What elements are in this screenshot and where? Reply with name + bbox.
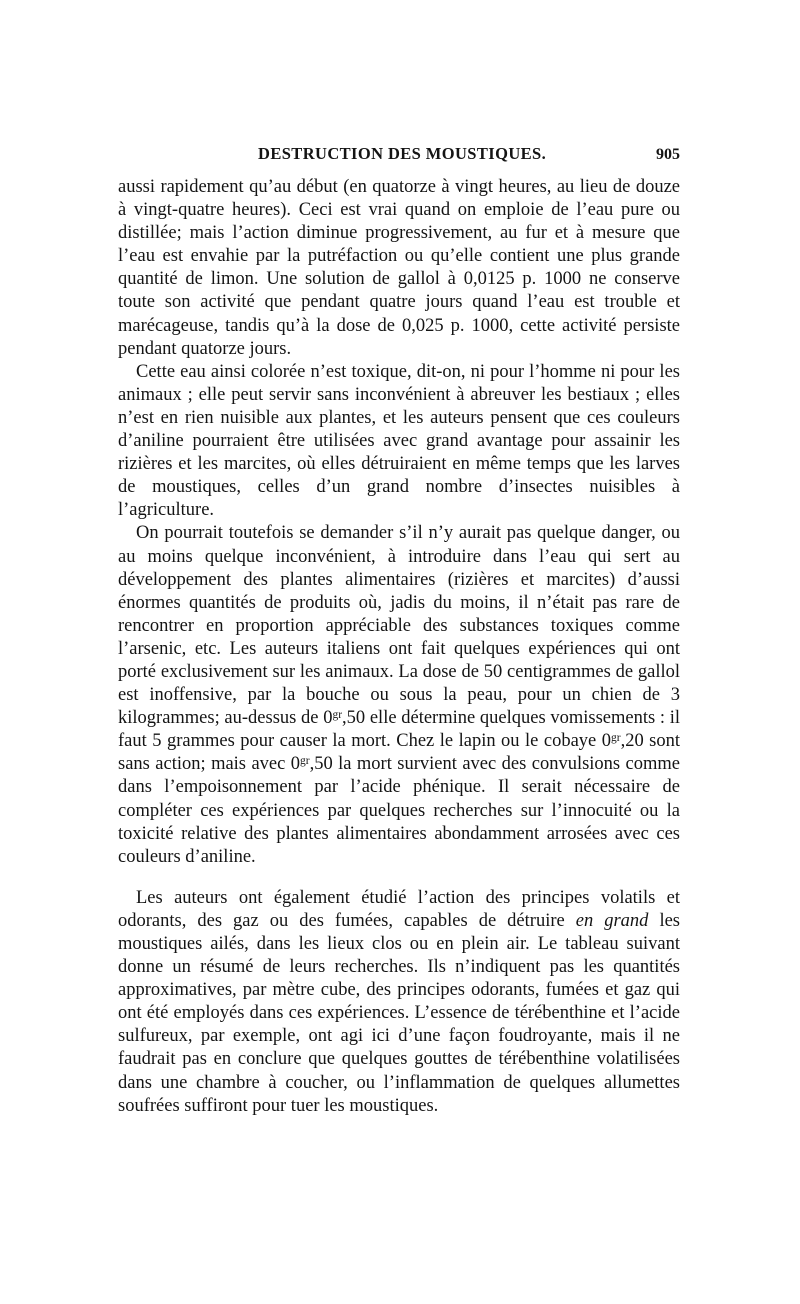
paragraph-3-text-b: ,50 elle détermine quelques vomissements : il faut 5 grammes pour causer la mort. Chez le lapin ou le cobaye 0 [118,708,681,752]
paragraph-2: Cette eau ainsi colorée n’est toxique, dit-on, ni pour l’homme ni pour les animaux ; elle peut servir sans inconvénient à abreuver les bestiaux ; elles n’est en rien nuisible aux plantes, et les auteurs pensent que ces couleurs d’aniline pourraient être utilisées avec grand avantage pour assainir les rizières et les marcites, où elles détruiraient en même temps que les larves de moustiques, celles d’un grand nombre d’insectes nuisibles à l’agriculture. [118,361,680,521]
page-number: 905 [656,146,680,163]
unit-gram-superscript: gr [332,709,343,721]
emphasis-en-grand: en grand [575,910,649,931]
paragraph-3-text-d: ,50 la mort survient avec des convulsions comme dans l’empoisonnement par l’acide phénique. Il serait nécessaire de compléter ces expériences par quelques recherches sur l’innocuité ou la toxicité relative des plantes alimentaires abondamment arrosées avec ces couleurs d’aniline. [118,754,681,867]
paragraph-4-text-a: Les auteurs ont également étudié l’action des principes volatils et odorants, des gaz ou des fumées, capables de détruire [118,887,680,931]
paragraph-3-text-a: On pourrait toutefois se demander s’il n’y aurait pas quelque danger, ou au moins quelque inconvénient, à introduire dans l’eau qui sert au développement des plantes alimentaires (rizières et marcites) d’aussi énormes quantités de produits où, jadis du moins, il n’était pas rare de rencontrer en proportion appréciable des substances toxiques comme l’arsenic, etc. Les auteurs italiens ont fait quelques expériences qui ont porté exclusivement sur les animaux. La dose de 50 centigrammes de gallol est inoffensive, par la bouche ou sous la peau, pour un chien de 3 kilogrammes; au-dessus de 0 [118,523,680,729]
running-head [118,144,680,172]
paragraph-1: aussi rapidement qu’au début (en quatorze à vingt heures, au lieu de douze à vingt-quatre heures). Ceci est vrai quand on emploie de l’eau pure ou distillée; mais l’action diminue progressivement, au fur et à mesure que l’eau est envahie par la putréfaction ou qu’elle contient une plus grande quantité de limon. Une solution de gallol à 0,0125 p. 1000 ne conserve toute son activité que pendant quatre jours quand l’eau est trouble et marécageuse, tandis qu’à la dose de 0,025 p. 1000, cette activité persiste pendant quatorze jours. [118,177,680,359]
paragraph-4-text-b: les moustiques ailés, dans les lieux clos ou en plein air. Le tableau suivant donne un résumé de leurs recherches. Ils n’indiquent pas les quantités approximatives, par mètre cube, des principes odorants, fumées et gaz qui ont été employés dans ces expériences. L’essence de térébenthine et l’acide sulfureux, par exemple, ont agi ici d’une façon foudroyante, mais il ne faudrait pas en conclure que quelques gouttes de térébenthine volatilisées dans une chambre à coucher, ou l’inflammation de quelques allumettes soufrées suffiront pour tuer les moustiques. [118,910,680,1116]
paragraph-3 [118,522,680,868]
unit-gram-superscript: gr [611,732,621,745]
paragraph-3-text-c: ,20 sont sans action; mais avec 0 [118,731,681,775]
body-text [118,176,680,1118]
running-title: DESTRUCTION DES MOUSTIQUES. [258,144,547,163]
unit-gram-superscript: gr [300,755,310,768]
paragraph-4 [118,887,680,1118]
